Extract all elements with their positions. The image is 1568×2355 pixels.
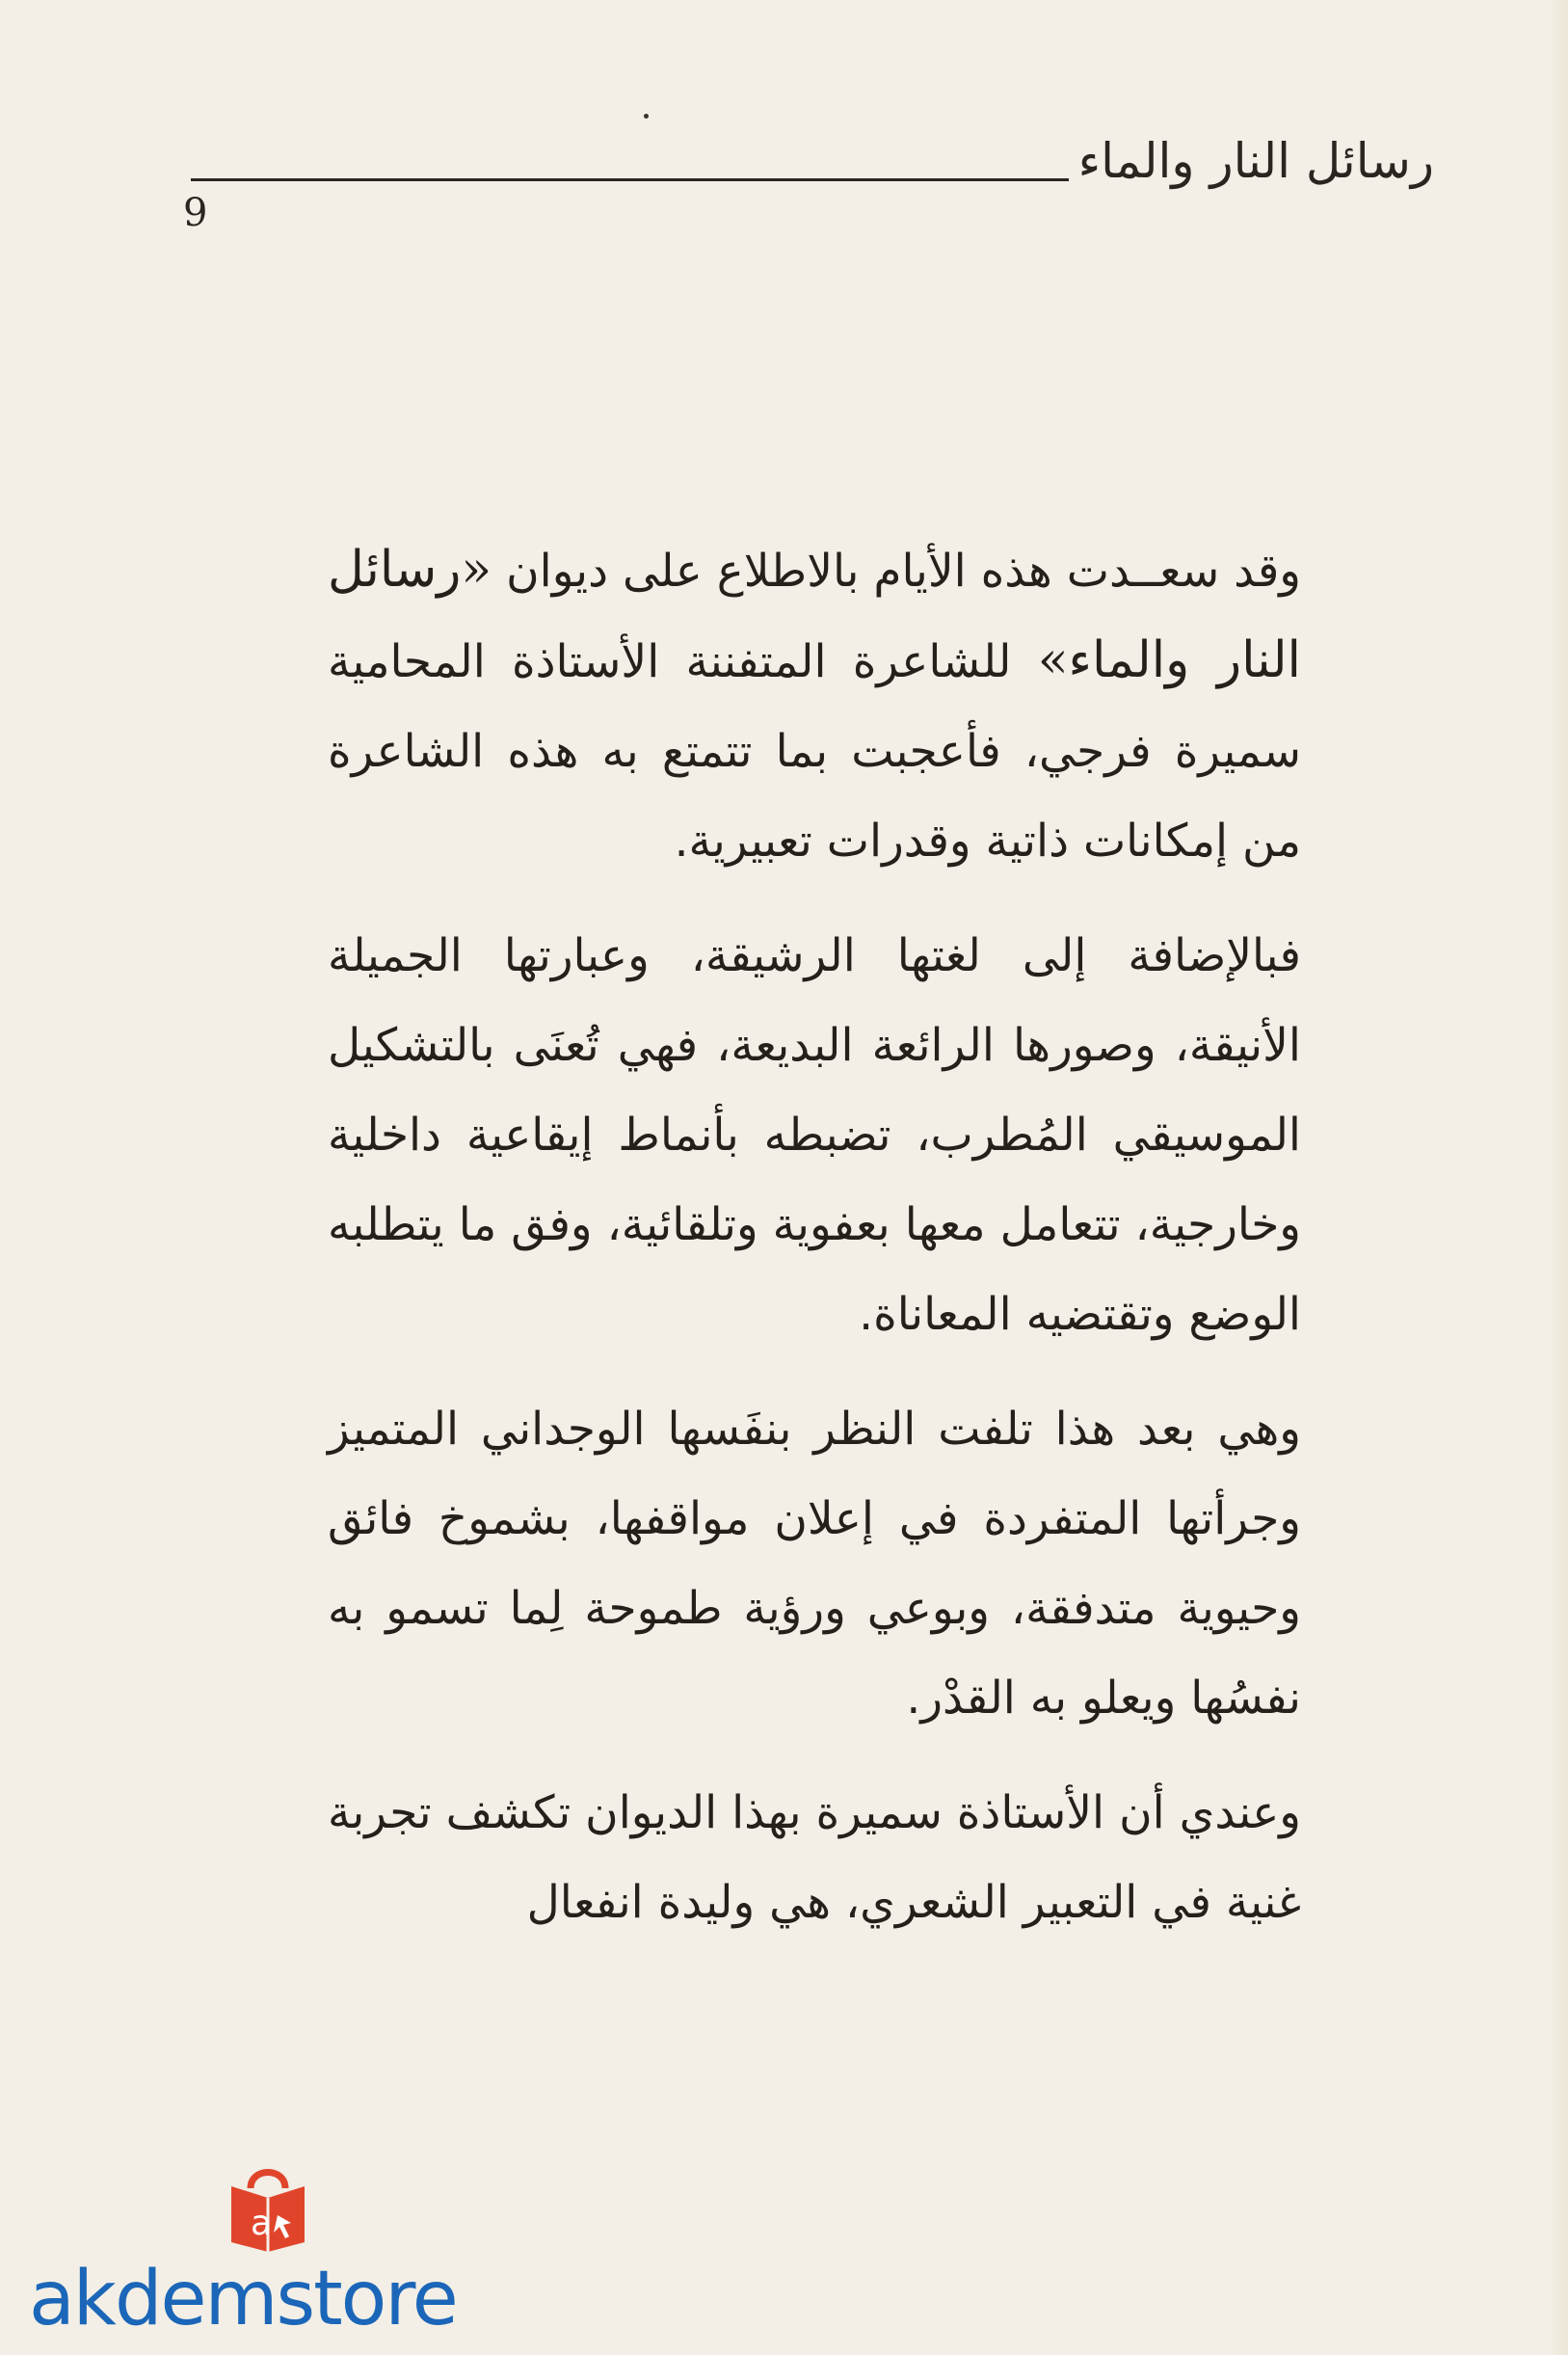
paragraph-3: وهي بعد هذا تلفت النظر بنفَسها الوجداني المتميز وجرأتها المتفردة في إعلان مواقفها، بشموخ فائق وحيوية متدفقة، وبوعي ورؤية طموحة لِما تسمو به نفسُها ويعلو به القدْر. [328,1403,1301,1725]
svg-text:a: a [251,2204,273,2243]
page-number: 9 [183,191,208,235]
paragraph-1-before: وقد سعــدت هذه الأيام بالاطلاع على ديوان [492,545,1301,598]
store-brand-text: akdemstore [29,2256,457,2342]
paragraph-1-after: للشاعرة المتفننة الأستاذة المحامية سميرة فرجي، فأعجبت بما تتمتع به هذه الشاعرة من إمكانات ذاتية وقدرات تعبيرية. [328,635,1301,868]
paragraph-1 [328,525,1301,886]
page-edge [1549,0,1568,2355]
ink-speck [644,114,649,119]
paragraph-4: وعندي أن الأستاذة سميرة بهذا الديوان تكشف تجربة غنية في التعبير الشعري، هي وليدة انفعال [328,1786,1301,1929]
running-header [191,123,1434,191]
running-title: رسائل النار والماء [1077,133,1434,189]
header-rule [191,178,1069,181]
book-title-inline: «رسائل النار والماء» [328,541,1301,689]
body-text [328,525,1301,1972]
paragraph-2: فبالإضافة إلى لغتها الرشيقة، وعبارتها الجميلة الأنيقة، وصورها الرائعة البديعة، فهي تُعنَى بالتشكيل الموسيقي المُطرب، تضبطه بأنماط إيقاعية داخلية وخارجية، تتعامل معها بعفوية وتلقائية، وفق ما يتطلبه الوضع وتقتضيه المعاناة. [328,929,1301,1341]
shopping-bag-icon [222,2159,314,2252]
store-watermark [29,2150,530,2342]
